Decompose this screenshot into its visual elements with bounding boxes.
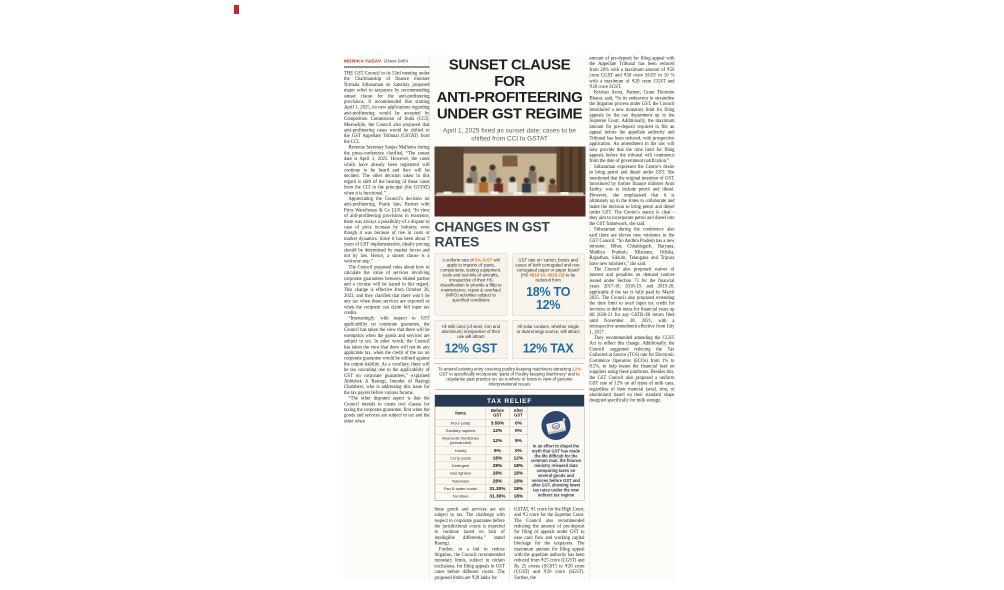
article-paragraph: Appreciating the Council’s decision on anti-profiteering, Pratik Jain, Partner with Price Waterhouse & Co LLP, said, “In view of anti-profiteering provisions in existence, there was always a possibility of a dispute in case of price increase by industry, even though it was because of rise in costs or market dynamics. Since it has been about 7 years of GST implementation, ideally pricing should be determined by market forces and not by law. Hence, a sunset clause is a welcome step.” — [344, 196, 430, 265]
rate-cell: 12% — [486, 435, 509, 447]
box-text — [515, 258, 581, 283]
tax-relief-title: TAX RELIEF — [435, 395, 584, 407]
rate-cell: 18% — [509, 477, 528, 485]
box-text: All solar cookers, whether single or dual energy source, will attract — [516, 324, 580, 334]
table-body — [435, 419, 528, 500]
table-row — [435, 477, 528, 485]
footnote-post: GST to specifically incorporate ‘parts of Poultry keeping Machinery’ and to regularise past practice on ‘as is where is’ basis in view of genuine interpretational issues — [439, 371, 580, 387]
rate-cell: 28% — [486, 462, 509, 470]
box-text — [438, 258, 504, 303]
rate-value: 12% GST — [444, 341, 498, 356]
item-cell: Furniture — [435, 492, 486, 500]
article-paragraph: Sitharaman expressed the Centre’s desire to bring petrol and diesel under GST. She mentioned that the original intention of GST, introduced by former finance minister Arun Jaitley, was to include petrol and diesel. However, she emphasised that it is ultimately up to the states to collaborate and make the decision to bring petrol and diesel under GST. The Centre’s stance is clear - they aim to incorporate petrol and diesel into the GST framework, she said. — [589, 164, 675, 227]
article-paragraph: these goods and services are not subject to tax. The challenge with respect to corporate guarantee before the jurisdictional courts is expected to continue based on lack of intelligible differentia,” stated Rastogi. — [434, 506, 505, 547]
table-row — [435, 419, 528, 427]
table-row — [435, 462, 528, 470]
item-cell: Honey — [435, 447, 486, 455]
gst-rate-box-solar-cookers — [512, 320, 585, 359]
tax-relief-table — [435, 407, 528, 501]
rate-cell: 3.50% — [486, 419, 509, 427]
rate-cell: 0% — [509, 447, 528, 455]
item-cell: Fan & water cooler — [435, 485, 486, 493]
item-cell: Detergent — [435, 462, 486, 470]
rate-cell: 31.30% — [486, 485, 509, 493]
gst-banknotes-icon — [541, 410, 572, 441]
table-row — [435, 447, 528, 455]
rate-cell: 18% — [509, 485, 528, 493]
gst-rates-footnote — [435, 364, 585, 390]
headline-line-1: SUNSET CLAUSE FOR — [448, 56, 571, 90]
article-text-col1 — [344, 71, 430, 425]
tax-relief-note: In an effort to dispel the myth that GST has made the life difficult for the common man, the finance ministry released data comparing taxes on several goods and services before GST and after GST, showing lower tax rates under the new indirect tax regime — [530, 444, 582, 498]
article-paragraph: amount of pre-deposit for filing appeal with the Appellate Tribunal has been reduced from 20% with a maximum amount of ₹50 crore CGST and ₹50 crore SGST to 10 % with a maximum of ₹20 crore CGST and ₹20 crore SGST. — [589, 56, 675, 90]
gst-rate-box-milk-cans — [435, 320, 508, 359]
article-column-1 — [344, 56, 430, 581]
item-cell: Sanitary napkins — [435, 427, 486, 435]
headline — [435, 57, 585, 122]
gst-council-meeting-photo — [435, 147, 586, 217]
gst-rate-boxes — [435, 254, 585, 360]
article-paragraph: They recommended amending the CGST Act to reflect this change. Additionally, the Council suggested reducing the Tax Collected at Source (TCS) rate for Electronic Commerce Operators (ECOs) from 1% to 0.5%, to help lessen the financial load on suppliers using these platforms. Besides this, the GST Council also proposed a uniform GST rate of 12% on all types of milk cans, regardless of their material (steel, iron, or aluminium) based on their standard shape designed specifically for milk storage. — [589, 335, 675, 404]
box-text-post: ) to be reduced from — [535, 272, 576, 283]
article-paragraph: Revenue Secretary Sanjay Malhotra during the press-conference clarified, “The sunset date is April 1, 2025. However, the cases which have already been registered will continue to be heard and they will be decided. The other decision taken in this regard is shift of the hearing of these cases from the CCI to the principal (the GSTAT) when it is functional.” — [344, 145, 430, 196]
article-paragraph: The Council also proposed waiver of interest and penalties on demand notices issued under Section 73 for the financial years 2017-18, 2018-19, and 2019-20, applicable if the tax is fully paid by March 2025. The Council also proposed extending the time limit to avail input tax credit for invoices or debit notes for financial years up till 2020-21 for any GSTR-3B return filed until November 30, 2021, with a retrospective amendment effective from July 1, 2017. — [589, 267, 675, 335]
headline-line-3: UNDER GST REGIME — [436, 105, 583, 122]
article-column-2 — [435, 507, 505, 581]
article-paragraph: GSTAT, ₹1 crore for the High Court, and ₹2 crore for the Supreme Court. The Council also recommended reducing the amount of pre-deposit for filing of appeals under GST to ease cash flow and working capital blockage for the taxpayers. The maximum amount for filing appeal with the appellate authority has been reduced from ₹25 crore (CGST) and Rs 25 crores (SGST) to ₹20 crore (CGST) and ₹20 crore (SGST). Further, the — [514, 506, 585, 581]
article-column-3 — [509, 507, 584, 581]
rate-cell: 18% — [509, 462, 528, 470]
feature-column — [430, 56, 590, 581]
box-text-pre: GST rate on ‘carton, boxes and cases of both corrugated and non-corrugated paper or paper board’ (HS — [515, 257, 581, 278]
article-paragraph: “The other disputed aspect is that the Council intends to create two classes for taxing the corporate guarantee, first when the goods and services are subject to tax and the other when — [344, 396, 430, 424]
gst-rate-box-aircraft-parts — [435, 254, 508, 316]
footnote-highlight: 12% — [572, 366, 581, 372]
gst-rate-box-cartons — [512, 254, 585, 316]
article-paragraph: Sitharaman during the conference also said there are eleven new ministers in the GST Council. “So Andhra Pradesh has a new minister, Bihar, Chhattisgarh, Haryana, Madhya Pradesh, Mizoram, Odisha, Rajasthan, Sikkim, Telangana and Tripura have new ministers,” she said. — [589, 227, 675, 267]
col-header-before-gst: Before GST — [486, 407, 509, 420]
rate-cell: 12% — [486, 427, 509, 435]
article-paragraph: THE GST Council in its 53rd meeting under the Chairmanship of finance minister Nirmala Sitharaman on Saturday proposed major relief to taxpayers by recommending sunset clause for the anti-profiteering provisions. It recommended that starting April 1, 2025, no new applications regarding anti-profiteering would be accepted by Competition Commission of India (CCI). Meanwhile, the Council also proposed that anti-profiteering cases would be shifted to the GST Appellate Tribunal (GSTAT) from the CCI. — [344, 71, 430, 145]
col-header-after-gst: After GST — [509, 407, 528, 420]
rate-cell: 31.30% — [486, 492, 509, 500]
item-cell: Television — [435, 477, 486, 485]
item-cell: Flour (atta) — [435, 419, 486, 427]
box-text-highlight: 5% IGST — [474, 257, 493, 263]
item-cell: Gas lighters — [435, 470, 486, 478]
byline-location: @New Delhi — [383, 58, 409, 64]
rate-cell: 18% — [509, 470, 528, 478]
table-row — [435, 454, 528, 462]
rate-cell: 18% — [486, 454, 509, 462]
box-text: All milk cans (of steel, iron and aluminium) irrespective of their use will attract — [441, 324, 501, 339]
rate-cell: 5% — [509, 435, 528, 447]
svg-text:GST: GST — [553, 424, 560, 429]
rate-change-value: 18% TO 12% — [526, 285, 571, 312]
subheadline: April 1, 2025 fixed as sunset date; cases to be shifted from CCI to GSTAT — [443, 126, 576, 142]
footnote-pre: To amend existing entry covering poultry keeping machinery attracting — [438, 366, 573, 372]
rate-cell: 28% — [486, 470, 509, 478]
table-row — [435, 435, 528, 447]
item-cell: Ayurvedic medicines (unbranded) — [435, 435, 486, 447]
col-header-items: Items — [435, 407, 486, 420]
rate-cell: 6% — [486, 447, 509, 455]
item-cell: Curry paste — [435, 454, 486, 462]
gst-rates-heading: CHANGES IN GST RATES — [434, 219, 550, 250]
article-paragraph: The Council proposed rules about how to calculate the value of services involving corporate guarantees between related parties and a circular will be issued in this regard. This change is effective from October 26, 2023, and they clarified that there won’t be any tax when these services are exported or when the recipient can claim full input tax credits. — [344, 264, 430, 316]
table-row — [435, 492, 528, 500]
article-paragraph: Krishan Arora, Partner, Grant Thornton Bharat, said, “In its endeavour to streamline the litigation process under GST, the Council introduced a new monetary limit for filing appeals by the tax department up to the Supreme Court. Additionally, the maximum amount for pre-deposit required to file an appeal before the appellate authority and Tribunal has been reduced, with prospective application. An amendment in the law will now provide that the time limit for filing appeals before the tribunal will commence from the date of government notification.” — [589, 90, 675, 164]
rate-cell: 0% — [509, 427, 528, 435]
byline-author: MONIKA YADAV — [344, 58, 382, 64]
rate-cell: 28% — [486, 477, 509, 485]
box-text-highlight: 4819 10; 4819 20 — [529, 272, 564, 278]
rate-cell: 0% — [509, 419, 528, 427]
box-text-post: will apply to imports of ‘parts, components, testing equipment, tools and tool-kits of aircrafts, irrespective of their HS classification to provide a fillip to maintenance, repair & overhaul (MRO) activities subject to specified conditions — [440, 257, 502, 303]
table-row — [435, 427, 528, 435]
rate-value: 12% TAX — [522, 341, 574, 356]
headline-line-2: ANTI-PROFITEERING — [436, 89, 583, 106]
table-row — [435, 485, 528, 493]
article-column-4 — [590, 56, 675, 581]
page-corner-mark — [234, 5, 239, 14]
rate-cell: 18% — [509, 492, 528, 500]
tax-relief-panel — [435, 395, 585, 501]
byline — [344, 56, 430, 68]
table-row — [435, 470, 528, 478]
box-text-pre: A uniform rate of — [442, 257, 475, 263]
newspaper-clipping — [344, 56, 675, 581]
table-header-row — [435, 407, 528, 420]
tax-relief-sidebar — [528, 407, 584, 501]
article-paragraph: “Interestingly, with respect to GST applicability on corporate guarantee, the Council has taken the view that there will be exemption when the goods and services are subject to tax. In other words, the Council has taken the view that there will not be any applicable tax, when the credit of the tax on corporate guarantee would be utilised against the output liability. As a corollary, there will be tax cascading due to the applicability of GST on corporate guarantees,” explained Abhishek A Rastogi, founder of Rastogi Chambers, who is addressing this issue for the tax payers before various forums. — [344, 316, 430, 396]
rate-cell: 12% — [509, 454, 528, 462]
article-paragraph: Further, in a bid to reduce litigation, the Council recommended monetary limits, subject to certain exclusions, for filing appeals in GST cases before different courts. The proposed limits are ₹20 lakhs for — [434, 546, 505, 581]
